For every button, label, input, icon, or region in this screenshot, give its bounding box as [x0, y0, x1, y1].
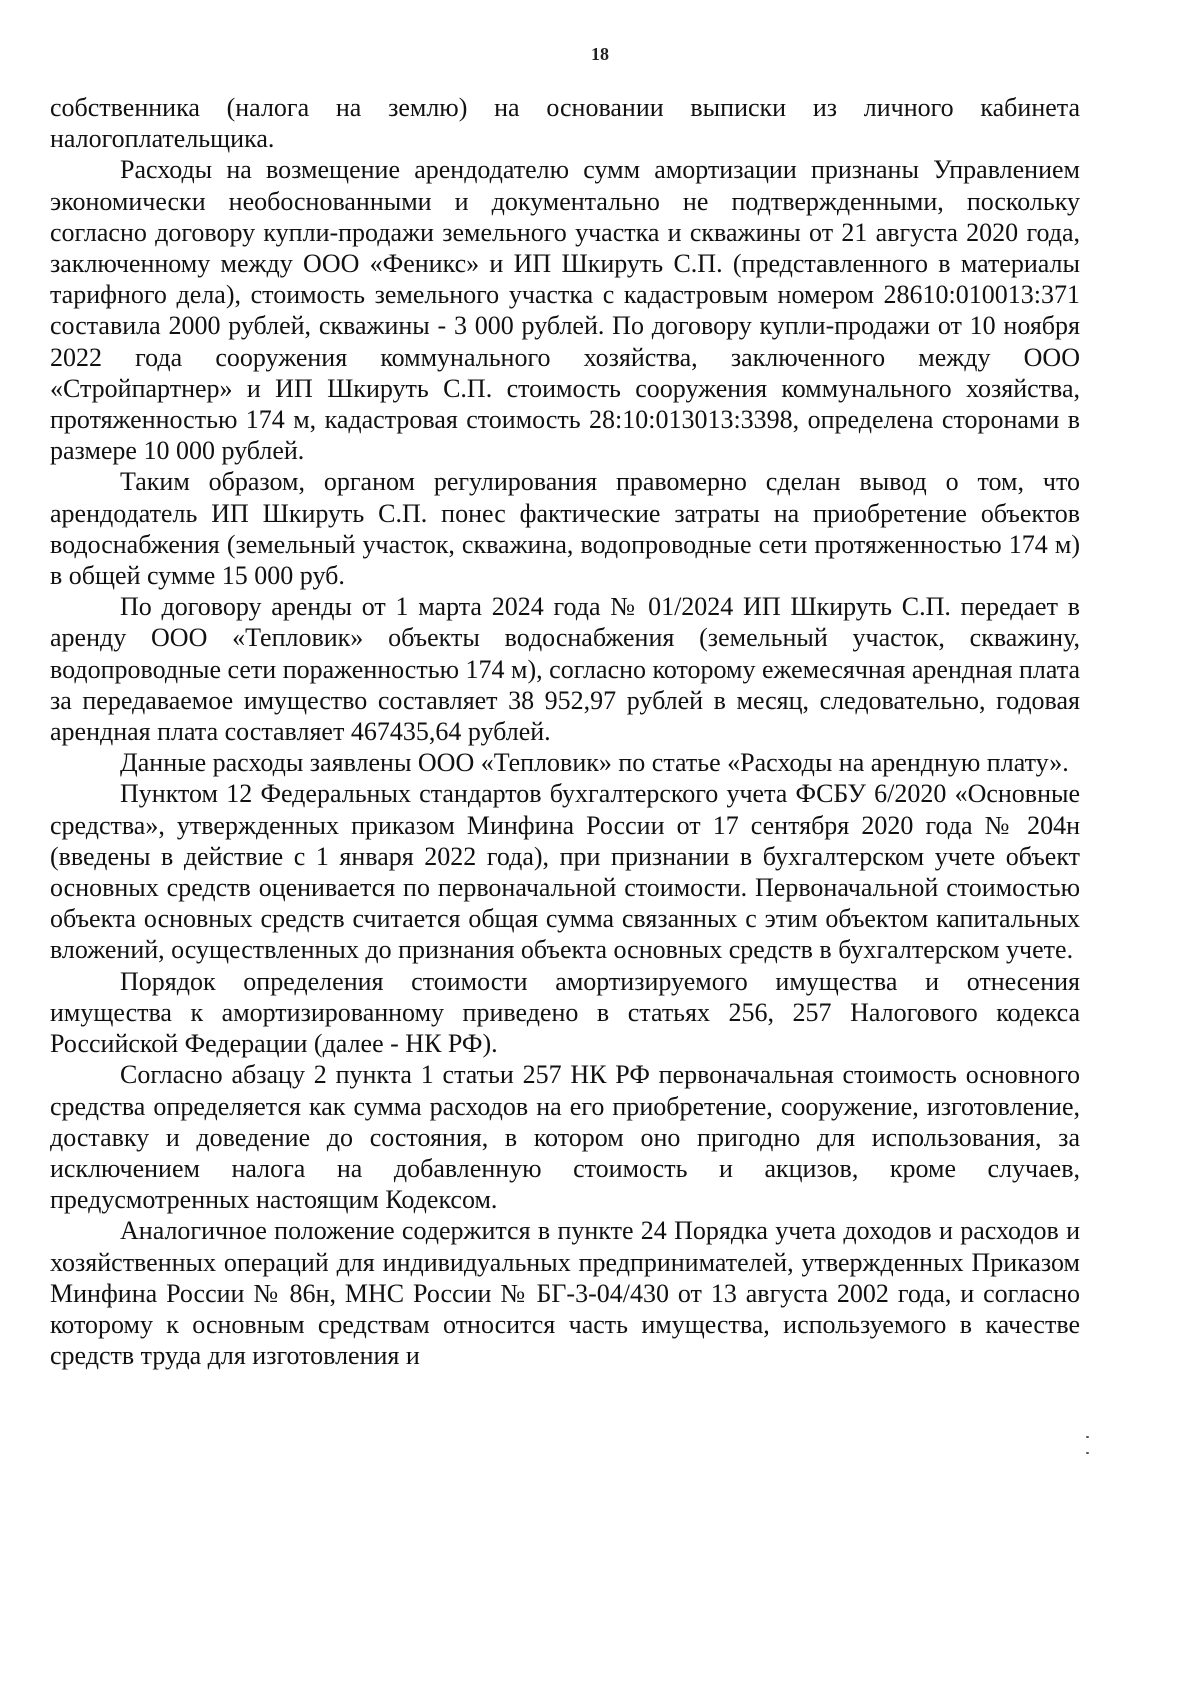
scan-speck: [1086, 1452, 1089, 1454]
paragraph-tax-code-procedure: Порядок определения стоимости амортизируемого имущества и отнесения имущества к амортизированному приведено в статьях 256, 257 Налогового кодекса Российской Федерации (далее - НК РФ).: [50, 966, 1080, 1059]
paragraph-lease-agreement: По договору аренды от 1 марта 2024 года № 01/2024 ИП Шкируть С.П. передает в аренду ООО «Тепловик» объекты водоснабжения (земельный участок, скважину, водопроводные сети пораженностью 174 м), согласно которому ежемесячная арендная плата за передаваемое имущество составляет 38 952,97 рублей в месяц, следовательно, годовая арендная плата составляет 467435,64 рублей.: [50, 592, 1080, 747]
paragraph-fsbu-standard: Пунктом 12 Федеральных стандартов бухгалтерского учета ФСБУ 6/2020 «Основные средства», утвержденных приказом Минфина России от 17 сентября 2020 года № 204н (введены в действие с 1 января 2022 года), при признании в бухгалтерском учете объект основных средств оценивается по первоначальной стоимости. Первоначальной стоимостью объекта основных средств считается общая сумма связанных с этим объектом капитальных вложений, осуществленных до признания объекта основных средств в бухгалтерском учете.: [50, 779, 1080, 965]
page-number: 18: [591, 44, 609, 64]
document-body: [50, 92, 1080, 1371]
paragraph-continuation: собственника (налога на землю) на основании выписки из личного кабинета налогоплательщика.: [50, 93, 1080, 154]
scan-speck: [1086, 1436, 1089, 1438]
paragraph-declared-expenses: Данные расходы заявлены ООО «Тепловик» по статье «Расходы на арендную плату».: [120, 748, 1069, 778]
paragraph-regulator-conclusion: Таким образом, органом регулирования правомерно сделан вывод о том, что арендодатель ИП Шкируть С.П. понес фактические затраты на приобретение объектов водоснабжения (земельный участок, скважина, водопроводные сети протяженностью 174 м) в общей сумме 15 000 руб.: [50, 467, 1080, 591]
paragraph-article-257: Согласно абзацу 2 пункта 1 статьи 257 НК РФ первоначальная стоимость основного средства определяется как сумма расходов на его приобретение, сооружение, изготовление, доставку и доведение до состояния, в котором оно пригодно для использования, за исключением налога на добавленную стоимость и акцизов, кроме случаев, предусмотренных настоящим Кодексом.: [50, 1060, 1080, 1215]
paragraph-amortization-expenses: Расходы на возмещение арендодателю сумм амортизации признаны Управлением экономически необоснованными и документально не подтвержденными, поскольку согласно договору купли-продажи земельного участка и скважины от 21 августа 2020 года, заключенному между ООО «Феникс» и ИП Шкируть С.П. (представленного в материалы тарифного дела), стоимость земельного участка с кадастровым номером 28610:010013:371 составила 2000 рублей, скважины - 3 000 рублей. По договору купли-продажи от 10 ноября 2022 года сооружения коммунального хозяйства, заключенного между ООО «Стройпартнер» и ИП Шкируть С.П. стоимость сооружения коммунального хозяйства, протяженностью 174 м, кадастровая стоимость 28:10:013013:3398, определена сторонами в размере 10 000 рублей.: [50, 155, 1080, 466]
paragraph-accounting-procedure: Аналогичное положение содержится в пункте 24 Порядка учета доходов и расходов и хозяйственных операций для индивидуальных предпринимателей, утвержденных Приказом Минфина России № 86н, МНС России № БГ-3-04/430 от 13 августа 2002 года, и согласно которому к основным средствам относится часть имущества, используемого в качестве средств труда для изготовления и: [50, 1216, 1080, 1371]
